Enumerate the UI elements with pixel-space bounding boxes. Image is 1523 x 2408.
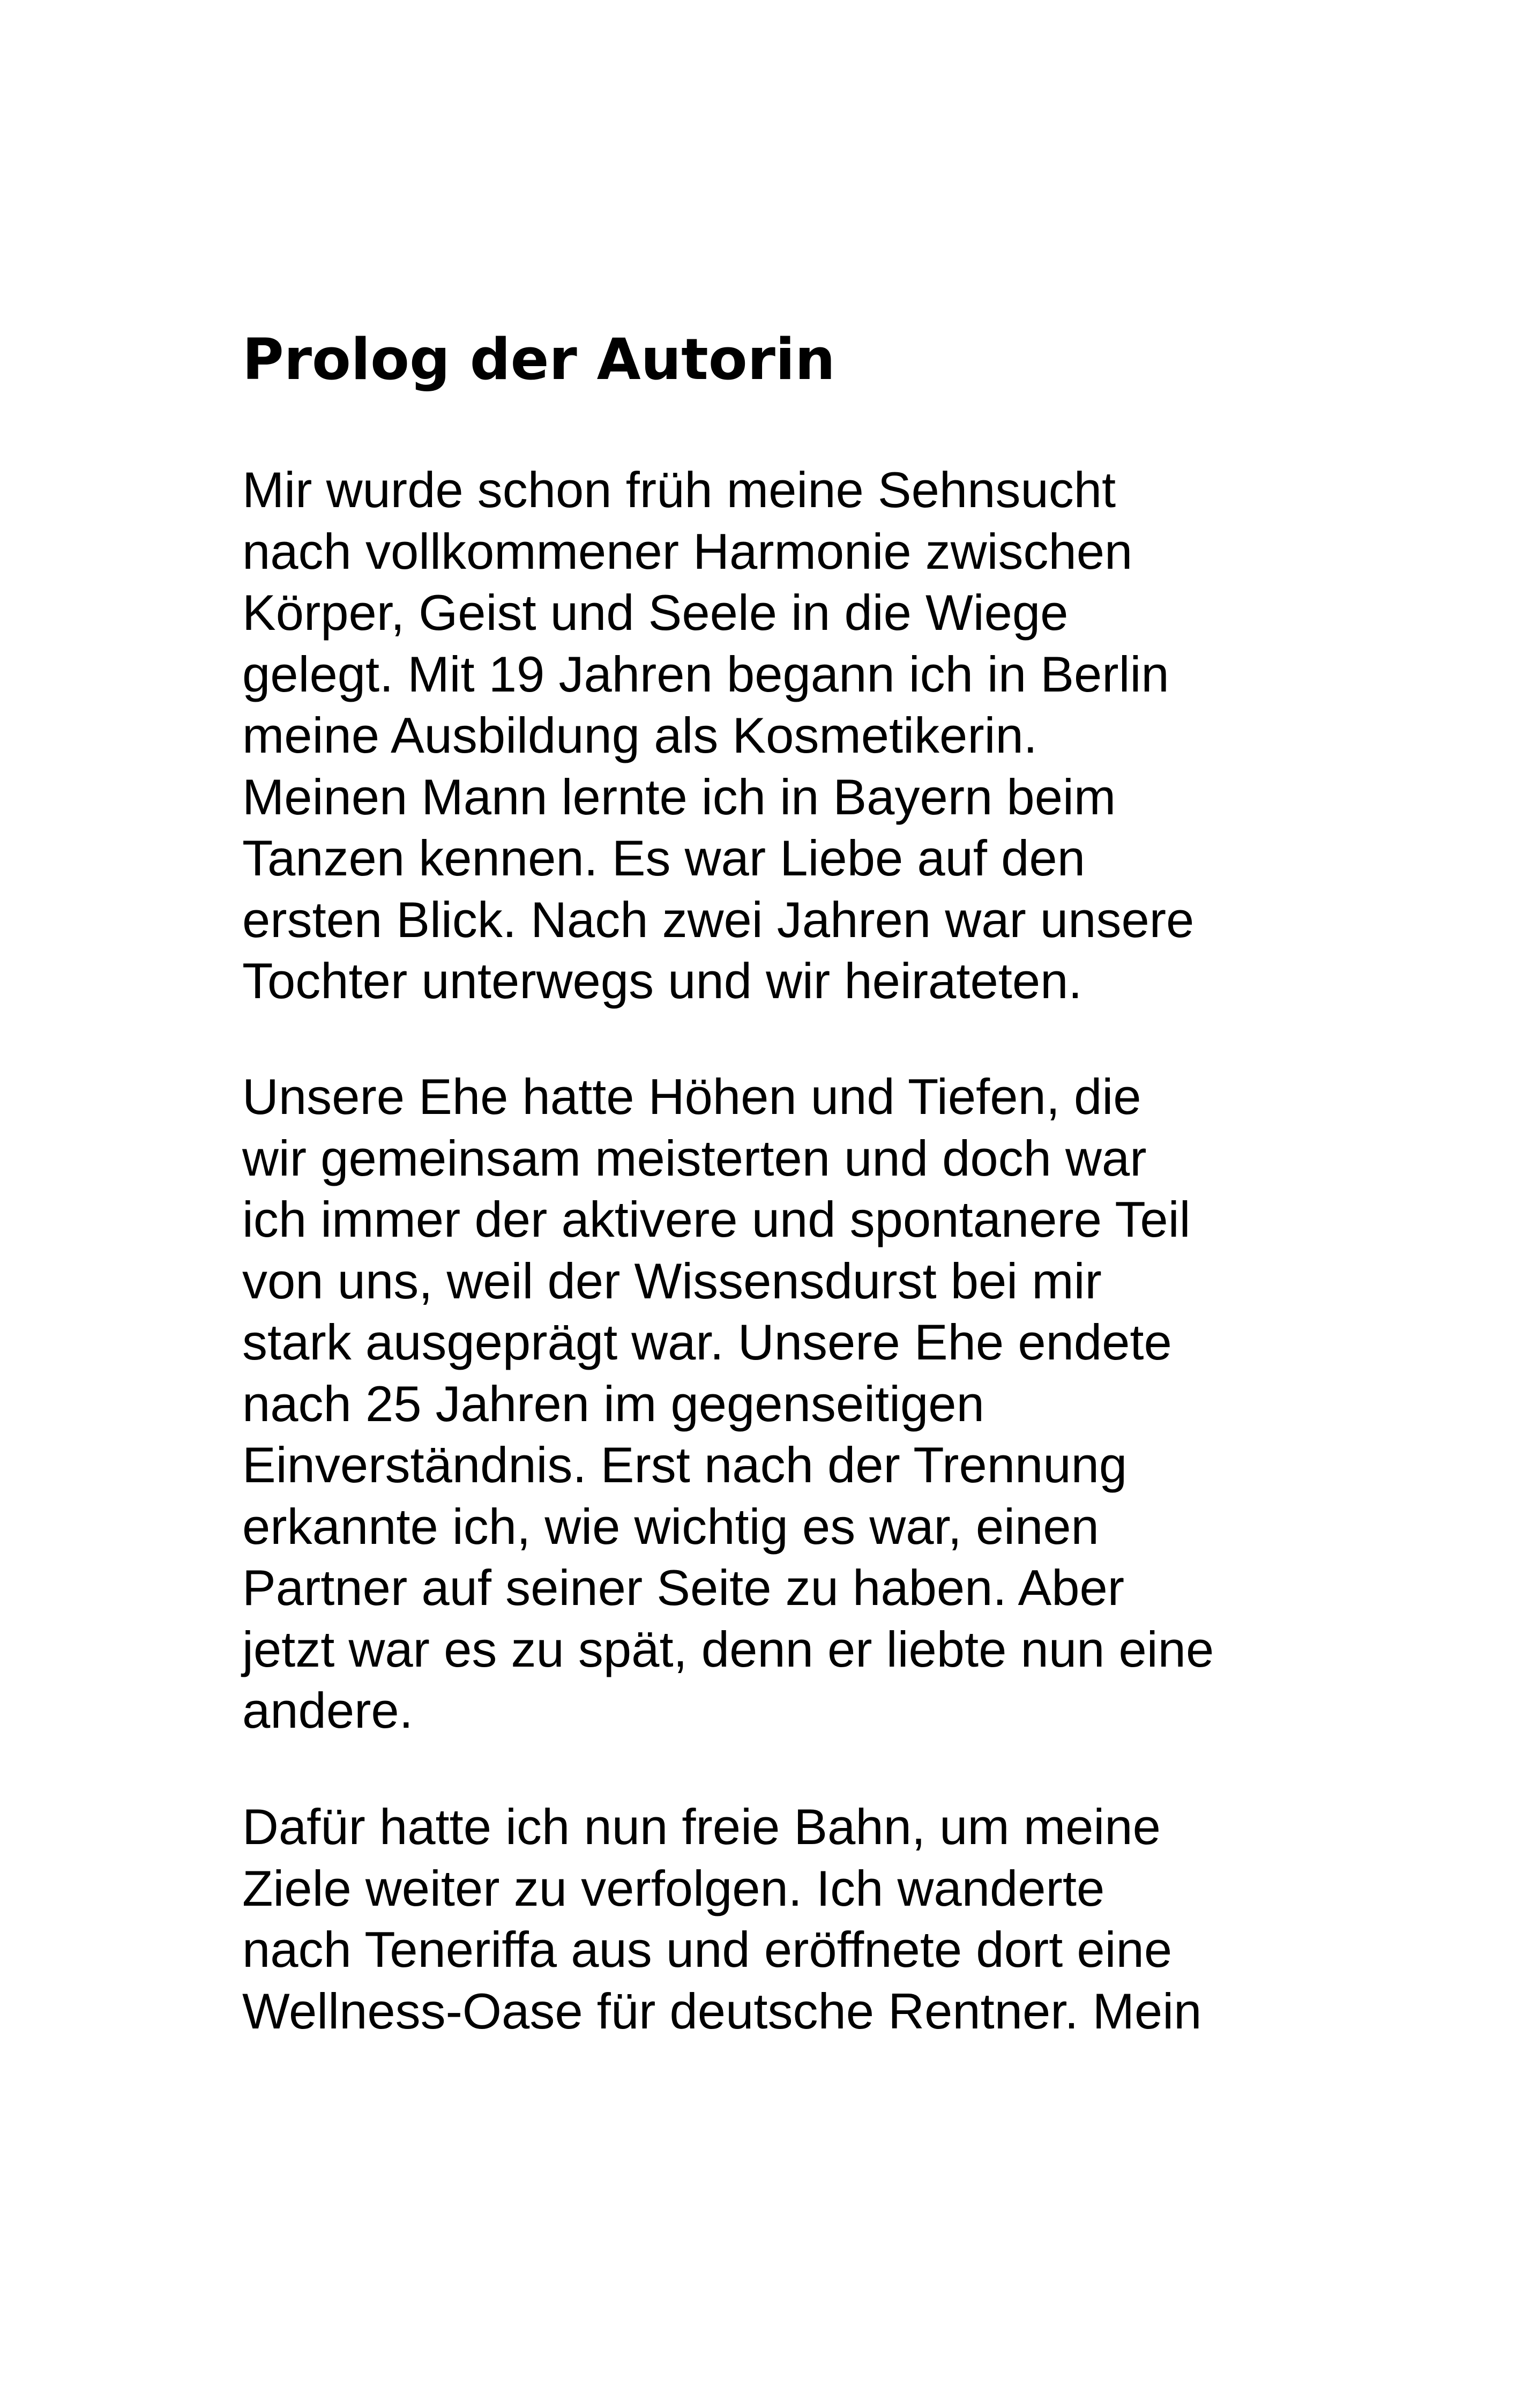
text-line: ersten Blick. Nach zwei Jahren war unsere xyxy=(242,891,1194,948)
text-line: Wellness-Oase für deutsche Rentner. Mein xyxy=(242,1982,1202,2039)
text-line: nach 25 Jahren im gegenseitigen xyxy=(242,1375,984,1432)
text-line: Tochter unterwegs und wir heirateten. xyxy=(242,953,1082,1009)
paragraph-2 xyxy=(242,1066,1214,1742)
text-line: Unsere Ehe hatte Höhen und Tiefen, die xyxy=(242,1068,1141,1125)
paragraph-3 xyxy=(242,1796,1201,2042)
text-line: stark ausgeprägt war. Unsere Ehe endete xyxy=(242,1314,1172,1370)
text-line: nach Teneriffa aus und eröffnete dort eine xyxy=(242,1921,1173,1978)
text-line: Ziele weiter zu verfolgen. Ich wanderte xyxy=(242,1860,1105,1916)
paragraph-1 xyxy=(242,459,1194,1012)
text-line: Partner auf seiner Seite zu haben. Aber xyxy=(242,1559,1125,1616)
text-line: jetzt war es zu spät, denn er liebte nun eine xyxy=(242,1621,1214,1677)
text-line: Einverständnis. Erst nach der Trennung xyxy=(242,1437,1128,1493)
text-line: andere. xyxy=(242,1682,413,1738)
text-line: Mir wurde schon früh meine Sehnsucht xyxy=(242,462,1116,518)
text-line: Körper, Geist und Seele in die Wiege xyxy=(242,584,1069,641)
chapter-title: Prolog der Autorin xyxy=(242,326,835,392)
text-line: gelegt. Mit 19 Jahren begann ich in Berlin xyxy=(242,645,1169,702)
text-line: meine Ausbildung als Kosmetikerin. xyxy=(242,707,1037,763)
text-line: Meinen Mann lernte ich in Bayern beim xyxy=(242,768,1116,825)
text-line: wir gemeinsam meisterten und doch war xyxy=(242,1129,1147,1186)
text-line: Dafür hatte ich nun freie Bahn, um meine xyxy=(242,1798,1161,1855)
text-line: von uns, weil der Wissensdurst bei mir xyxy=(242,1252,1102,1309)
text-line: nach vollkommener Harmonie zwischen xyxy=(242,523,1133,579)
text-line: Tanzen kennen. Es war Liebe auf den xyxy=(242,830,1085,886)
text-line: erkannte ich, wie wichtig es war, einen xyxy=(242,1498,1099,1555)
text-line: ich immer der aktivere und spontanere Teil xyxy=(242,1191,1191,1247)
